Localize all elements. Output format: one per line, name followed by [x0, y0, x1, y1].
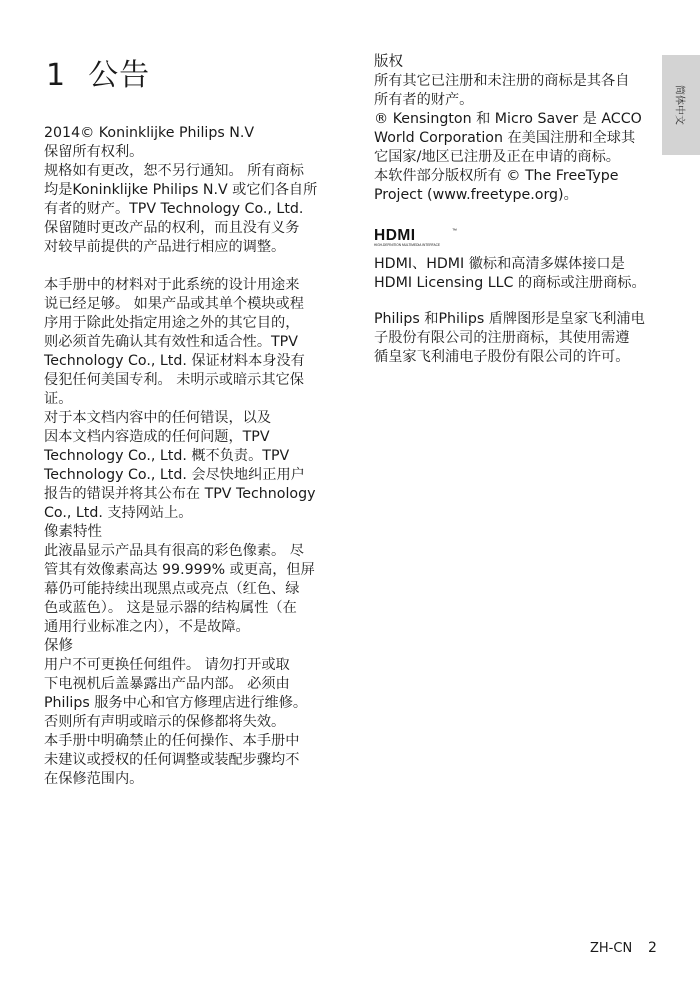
- hdmi-wordmark: HDMI: [374, 227, 416, 244]
- language-side-tab-label: 简体中文: [673, 85, 685, 125]
- chapter-number: 1: [46, 58, 67, 93]
- pixel-paragraph: 此液晶显示产品具有很高的彩色像素。 尽 管其有效像素高达 99.999% 或更高，但屏 幕仍可能持续出现黑点或亮点（红色、绿 色或蓝色）。 这是显示器的结构属性（在 通用行业标准之内），不是故障。: [44, 543, 315, 635]
- footer-language: ZH-CN: [590, 941, 633, 956]
- trademark-paragraph: 所有其它已注册和未注册的商标是其各自 所有者的财产。 ® Kensington 和 Micro Saver 是 ACCO World Corporation 在美国注册和全球其 它国家/地区已注册及正在申请的商标。 本软件部分版权所有 © The FreeType Project (www.freetype.org)。: [374, 73, 642, 203]
- copyright-heading: 版权: [374, 54, 403, 70]
- hdmi-paragraph: HDMI、HDMI 徽标和高清多媒体接口是 HDMI Licensing LLC 的商标或注册商标。: [374, 256, 646, 291]
- chapter-title: [46, 50, 150, 94]
- hdmi-tagline: HIGH-DEFINITION MULTIMEDIA INTERFACE: [374, 243, 440, 247]
- philips-paragraph: Philips 和Philips 盾牌图形是皇家飞利浦电 子股份有限公司的注册商标，其使用需遵 循皇家飞利浦电子股份有限公司的许可。: [374, 311, 645, 365]
- warranty-paragraph: 用户不可更换任何组件。 请勿打开或取 下电视机后盖暴露出产品内部。 必须由 Philips 服务中心和官方修理店进行维修。 否则所有声明或暗示的保修都将失效。 本手册中明确禁止的任何操作、本手册中 未建议或授权的任何调整或装配步骤均不 在保修范围内。: [44, 657, 308, 787]
- hdmi-tm: ™: [452, 228, 457, 234]
- page-number: 2: [648, 940, 657, 956]
- materials-paragraph: 本手册中的材料对于此系统的设计用途来 说已经足够。 如果产品或其单个模块或程 序用于除此处指定用途之外的其它目的， 则必须首先确认其有效性和适合性。TPV Technology Co., Ltd. 保证材料本身没有 侵犯任何美国专利。 未明示或暗示其它保 证。 对于本文档内容中的任何错误，以及 因本文档内容造成的任何问题，TPV Technology Co., Ltd. 概不负责。TPV Technology Co., Ltd. 会尽快地纠正用户 报告的错误并将其公布在 TPV Technology Co., Ltd. 支持网站上。: [44, 277, 316, 521]
- chapter-title-text: 公告: [88, 58, 151, 93]
- right-column: [374, 53, 666, 367]
- language-side-tab: [662, 55, 700, 155]
- pixel-heading: 像素特性: [44, 524, 102, 540]
- hdmi-logo: [374, 227, 459, 247]
- left-column: [44, 124, 344, 789]
- warranty-heading: 保修: [44, 638, 73, 654]
- copyright-paragraph: 2014© Koninklijke Philips N.V 保留所有权利。 规格如有更改，恕不另行通知。 所有商标 均是Koninklijke Philips N.V 或它们各自所 有者的财产。TPV Technology Co., Ltd. 保留随时更改产品的权利，而且没有义务 对较早前提供的产品进行相应的调整。: [44, 125, 318, 255]
